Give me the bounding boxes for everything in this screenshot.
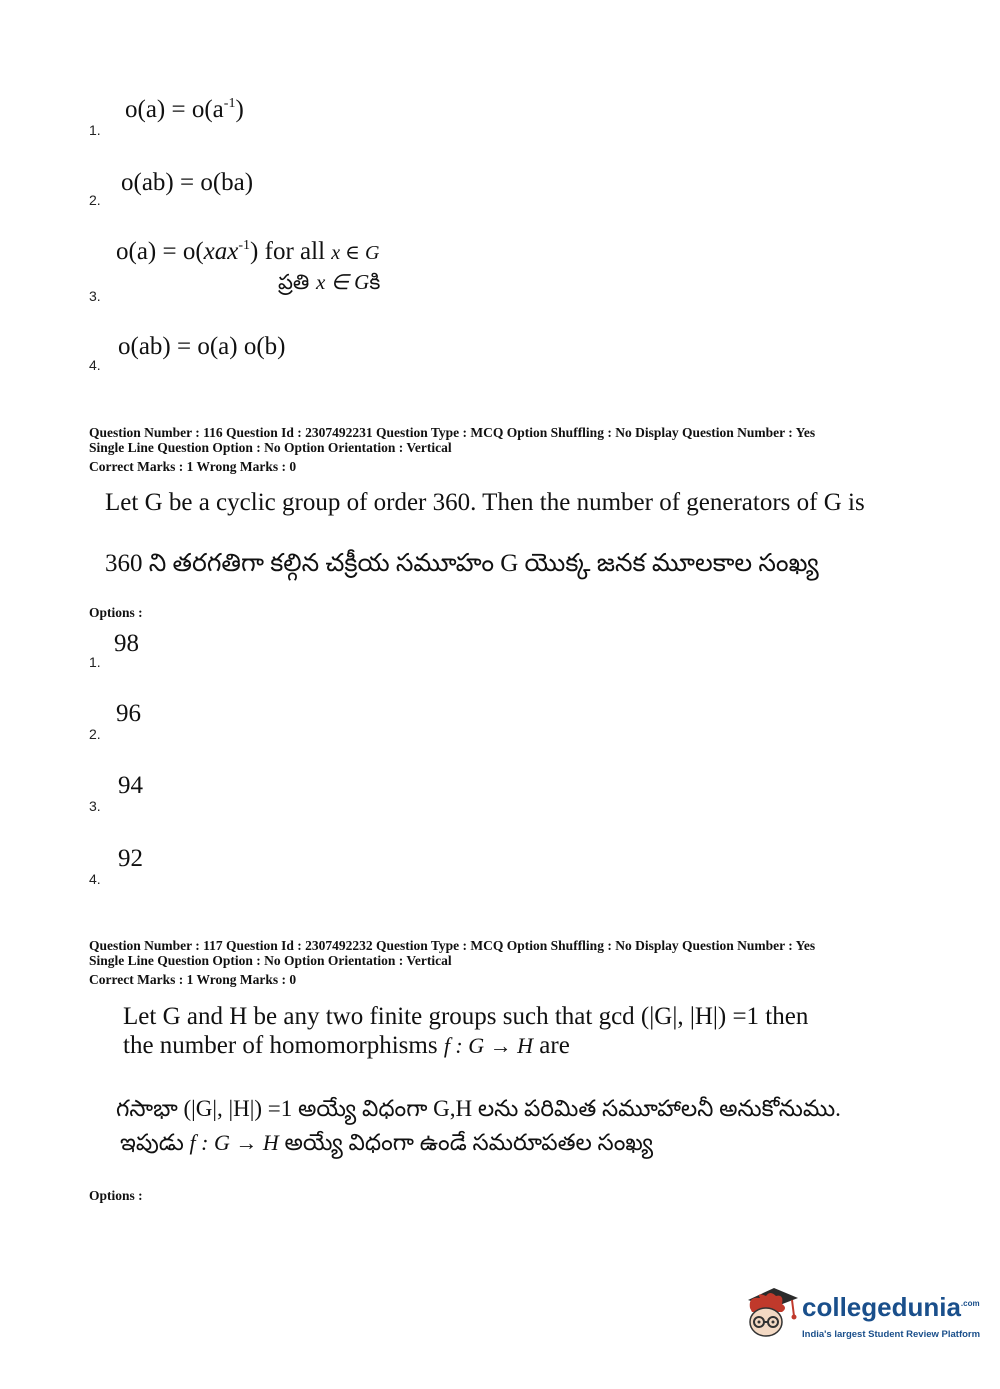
q117-question-en-line2: the number of homomorphisms f : G → H are	[123, 1032, 570, 1059]
mascot-icon	[740, 1282, 802, 1344]
q116-meta: Question Number : 116 Question Id : 2307492231 Question Type : MCQ Option Shuffling : No Display Question Number : Yes Single Line Question Option : No Option Orientation : Vertical Correct Marks : 1 Wrong Marks : 0	[89, 425, 816, 474]
q116-option-4-number: 4.	[89, 871, 101, 887]
prev-option-4-number: 4.	[89, 357, 101, 373]
q116-question-te: 360 ని తరగతిగా కల్గిన చక్రీయ సమూహం G యొక్క జనక మూలకాల సంఖ్య	[105, 550, 819, 577]
q116-option-1-number: 1.	[89, 654, 101, 670]
q116-options-label: Options :	[89, 605, 143, 620]
logo-name: collegedunia$^{.com}$	[802, 1292, 980, 1322]
prev-option-2: o(ab) = o(ba)	[121, 169, 254, 196]
q116-option-2-number: 2.	[89, 726, 101, 742]
prev-option-2-number: 2.	[89, 192, 101, 208]
q116-option-3: 94	[118, 772, 143, 799]
q117-question-te-line1: గసాభా (|G|, |H|) =1 అయ్యే విధంగా G,H లను పరిమిత సమూహాలనీ అనుకోనుము.	[116, 1096, 841, 1121]
logo-tagline: India's largest Student Review Platform	[802, 1329, 981, 1340]
q117-question-en-line1: Let G and H be any two finite groups such that gcd (|G|, |H|) =1 then	[123, 1003, 809, 1030]
q116-question-en: Let G be a cyclic group of order 360. Then the number of generators of G is	[105, 489, 865, 516]
prev-option-1-number: 1.	[89, 122, 101, 138]
prev-option-3: o(a) = o(xax$^{-1}$) for all x ∈ G	[116, 238, 380, 265]
prev-option-3-number: 3.	[89, 288, 101, 304]
q117-meta: Question Number : 117 Question Id : 2307492232 Question Type : MCQ Option Shuffling : No Display Question Number : Yes Single Line Question Option : No Option Orientation : Vertical Correct Marks : 1 Wrong Marks : 0	[89, 938, 816, 987]
q117-question-te-line2: ఇపుడు f : G → H అయ్యే విధంగా ఉండే సమరూపతల సంఖ్య	[120, 1130, 654, 1155]
q116-option-1: 98	[114, 630, 139, 657]
collegedunia-logo	[740, 1282, 981, 1352]
q116-option-2: 96	[116, 700, 141, 727]
q116-option-3-number: 3.	[89, 798, 101, 814]
prev-option-3-telugu: ప్రతి x ∈ Gకి	[278, 270, 381, 294]
prev-option-1: $o(a) = o(a^{-1})$	[125, 96, 244, 123]
q117-options-label: Options :	[89, 1188, 143, 1203]
prev-option-4: o(ab) = o(a) o(b)	[118, 333, 286, 360]
q116-option-4: 92	[118, 845, 143, 872]
